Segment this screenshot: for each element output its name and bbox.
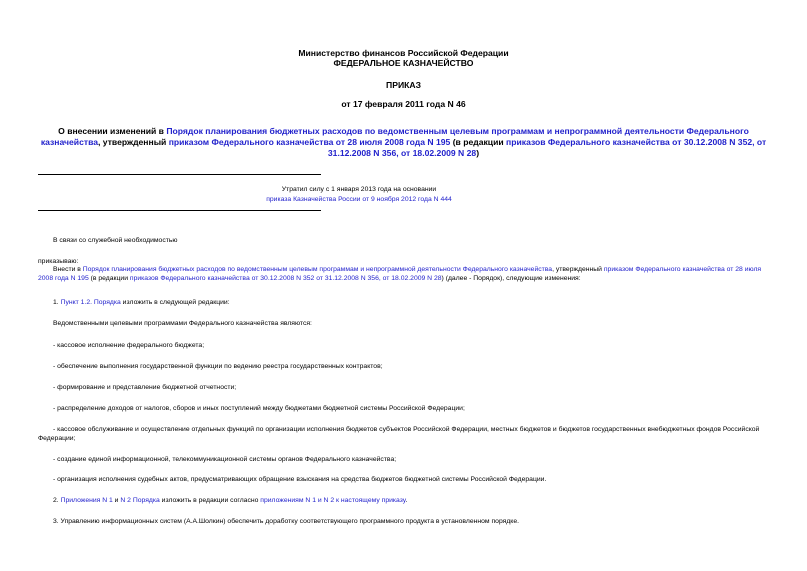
item-2-text: . <box>405 497 408 504</box>
bullet-item: - кассовое исполнение федерального бюджета; <box>53 342 205 349</box>
title-text: , утвержденный <box>98 137 169 147</box>
bullet-item: - формирование и представление бюджетной отчетности; <box>53 384 237 391</box>
main-link-amending-orders[interactable]: приказов Федерального казначейства от 30.12.2008 N 352 от 31.12.2008 N 356, от 18.02.2009 N 28 <box>129 275 442 282</box>
item-1 <box>53 298 230 307</box>
programs-intro: Ведомственными целевыми программами Федерального казначейства являются: <box>53 320 312 327</box>
main-paragraph <box>38 265 770 283</box>
title-link-procedure[interactable]: Порядок планирования бюджетных расходов по ведомственным целевым программам и непрограммной деятельности Федерального казначейства <box>40 126 749 147</box>
title-text: (в редакции <box>450 137 507 147</box>
title-text: О внесении изменений в <box>58 126 167 136</box>
bullet-item: - обеспечение выполнения государственной функции по ведению реестра государственных контрактов; <box>53 363 383 370</box>
main-link-procedure[interactable]: Порядок планирования бюджетных расходов по ведомственным целевым программам и непрограммной деятельности Федерального казначейства <box>82 266 553 273</box>
order-word: приказываю: <box>38 258 79 265</box>
bullet-item: - создание единой информационной, телекоммуникационной системы органов Федерального казначейства; <box>53 456 397 463</box>
title-link-order-195[interactable]: приказом Федерального казначейства от 28 июля 2008 года N 195 <box>168 137 451 147</box>
bullet-item: - распределение доходов от налогов, сборов и иных поступлений между бюджетами бюджетной системы Российской Федерации; <box>53 405 465 412</box>
item-2-text: изложить в редакции согласно <box>159 497 261 504</box>
main-text: (в редакции <box>88 275 130 282</box>
bullet-item: - организация исполнения судебных актов, предусматривающих обращение взыскания на средства бюджетов бюджетной системы Российской Федерации. <box>53 476 547 483</box>
bullet-item: - кассовое обслуживание и осуществление отдельных функций по организации исполнения бюджетов субъектов Российской Федерации, местных бюджетов и бюджетов государственных внебюджетных фондов Российской Федерации; <box>38 426 760 442</box>
document-type: ПРИКАЗ <box>386 80 421 90</box>
item-1-number: 1. <box>53 299 61 306</box>
item-2-text: и <box>112 497 121 504</box>
divider-top <box>38 174 321 175</box>
intro-paragraph: В связи со служебной необходимостью <box>53 237 178 244</box>
ministry-name: Министерство финансов Российской Федерации <box>298 48 509 58</box>
document-date-number: от 17 февраля 2011 года N 46 <box>341 99 466 109</box>
item-2 <box>53 496 407 505</box>
agency-name: ФЕДЕРАЛЬНОЕ КАЗНАЧЕЙСТВО <box>333 58 474 68</box>
item-2-link-appendix-2[interactable]: N 2 Порядка <box>120 497 160 504</box>
item-2-number: 2. <box>53 497 61 504</box>
main-link-order-195[interactable]: приказом Федерального казначейства от 28 июля 2008 года N 195 <box>38 266 762 282</box>
main-text: , утвержденный <box>552 266 604 273</box>
status-note-link[interactable]: приказа Казначейства России от 9 ноября 2012 года N 444 <box>266 196 452 203</box>
title-text: ) <box>476 148 480 158</box>
item-1-text: изложить в следующей редакции: <box>120 299 230 306</box>
status-note-text: Утратил силу с 1 января 2013 года на основании <box>281 186 437 193</box>
item-1-link[interactable]: Пункт 1.2. Порядка <box>60 299 121 306</box>
title-link-amending-orders[interactable]: приказов Федерального казначейства от 30.12.2008 N 352, от 31.12.2008 N 356, от 18.02.2009 N 28 <box>327 137 767 158</box>
main-text: Внести в <box>53 266 83 273</box>
divider-bottom <box>38 210 321 211</box>
item-2-link-appendix-1[interactable]: Приложения N 1 <box>60 497 113 504</box>
main-text: ) (далее - Порядок), следующие изменения: <box>441 275 581 282</box>
item-2-link-appendices[interactable]: приложениям N 1 и N 2 к настоящему приказу <box>260 497 406 504</box>
status-note-link-wrap <box>38 195 680 204</box>
document-title <box>40 126 767 159</box>
item-3: 3. Управлению информационных систем (А.А.Шолкин) обеспечить доработку соответствующего программного продукта в установленном порядке. <box>53 518 520 525</box>
